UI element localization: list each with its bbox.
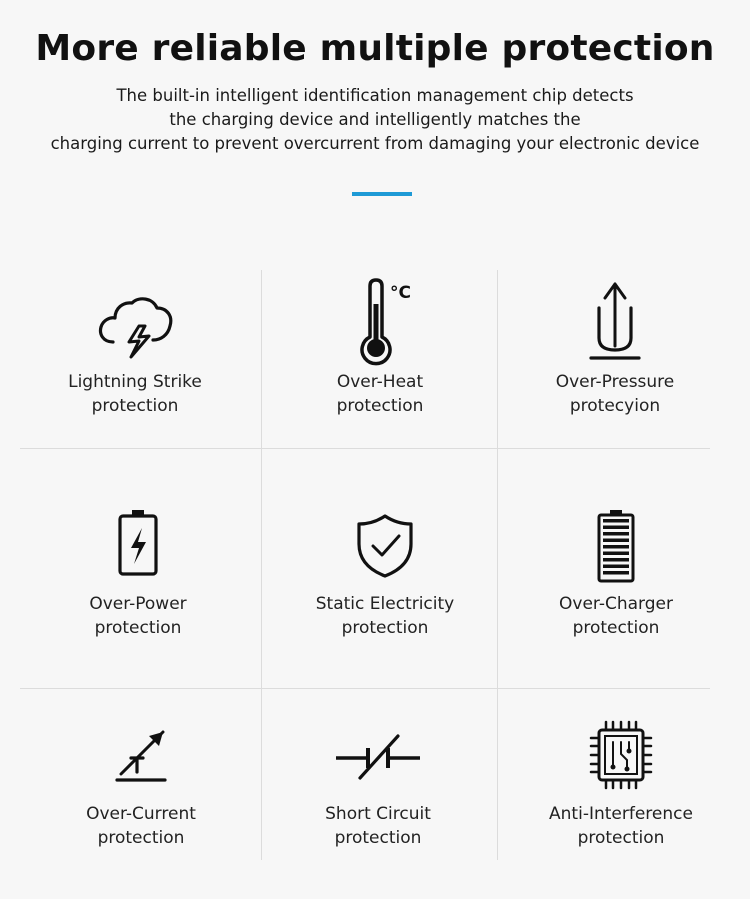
feature-subtitle: protecyion <box>569 396 661 416</box>
feature-short-circuit <box>263 712 493 850</box>
subtitle-line: the charging device and intelligently matches the <box>169 110 581 129</box>
subtitle-line: The built-in intelligent identification management chip detects <box>116 86 634 105</box>
page-subtitle <box>20 84 730 156</box>
feature-subtitle: protection <box>334 828 422 848</box>
feature-grid <box>0 240 750 880</box>
page-title: More reliable multiple protection <box>35 28 715 69</box>
feature-anti-interference <box>506 712 736 850</box>
chip-icon <box>581 712 661 802</box>
feature-subtitle: protection <box>341 618 429 638</box>
unit-label: °C <box>390 283 411 303</box>
feature-title: Over-Power <box>89 594 187 614</box>
feature-lightning <box>20 280 250 418</box>
pressure-arrow-icon <box>575 280 655 370</box>
feature-overcharger <box>501 502 731 640</box>
subtitle-line: charging current to prevent overcurrent from damaging your electronic device <box>50 134 700 153</box>
feature-title: Anti-Interference <box>549 804 693 824</box>
grid-divider <box>261 270 262 860</box>
cloud-lightning-icon <box>95 280 175 370</box>
feature-title: Static Electricity <box>315 594 455 614</box>
feature-subtitle: protection <box>572 618 660 638</box>
feature-subtitle: protection <box>577 828 665 848</box>
feature-title: Over-Pressure <box>555 372 675 392</box>
battery-full-icon <box>576 502 656 592</box>
feature-title: Lightning Strike <box>68 372 202 392</box>
feature-subtitle: protection <box>336 396 424 416</box>
feature-overheat <box>265 280 495 418</box>
grid-divider <box>20 688 710 689</box>
feature-subtitle: protection <box>97 828 185 848</box>
shield-check-icon <box>345 502 425 592</box>
feature-title: Short Circuit <box>325 804 431 824</box>
feature-overcurrent <box>26 712 256 850</box>
feature-title: Over-Charger <box>559 594 673 614</box>
feature-static <box>270 502 500 640</box>
short-circuit-icon <box>338 712 418 802</box>
grid-divider <box>20 448 710 449</box>
feature-subtitle: protection <box>91 396 179 416</box>
feature-title: Over-Current <box>86 804 196 824</box>
current-meter-icon <box>101 712 181 802</box>
feature-title: Over-Heat <box>336 372 424 392</box>
battery-bolt-icon <box>98 502 178 592</box>
feature-overpower <box>23 502 253 640</box>
thermometer-icon <box>340 280 420 370</box>
feature-overpressure <box>500 280 730 418</box>
feature-subtitle: protection <box>94 618 182 638</box>
accent-divider <box>352 192 412 196</box>
